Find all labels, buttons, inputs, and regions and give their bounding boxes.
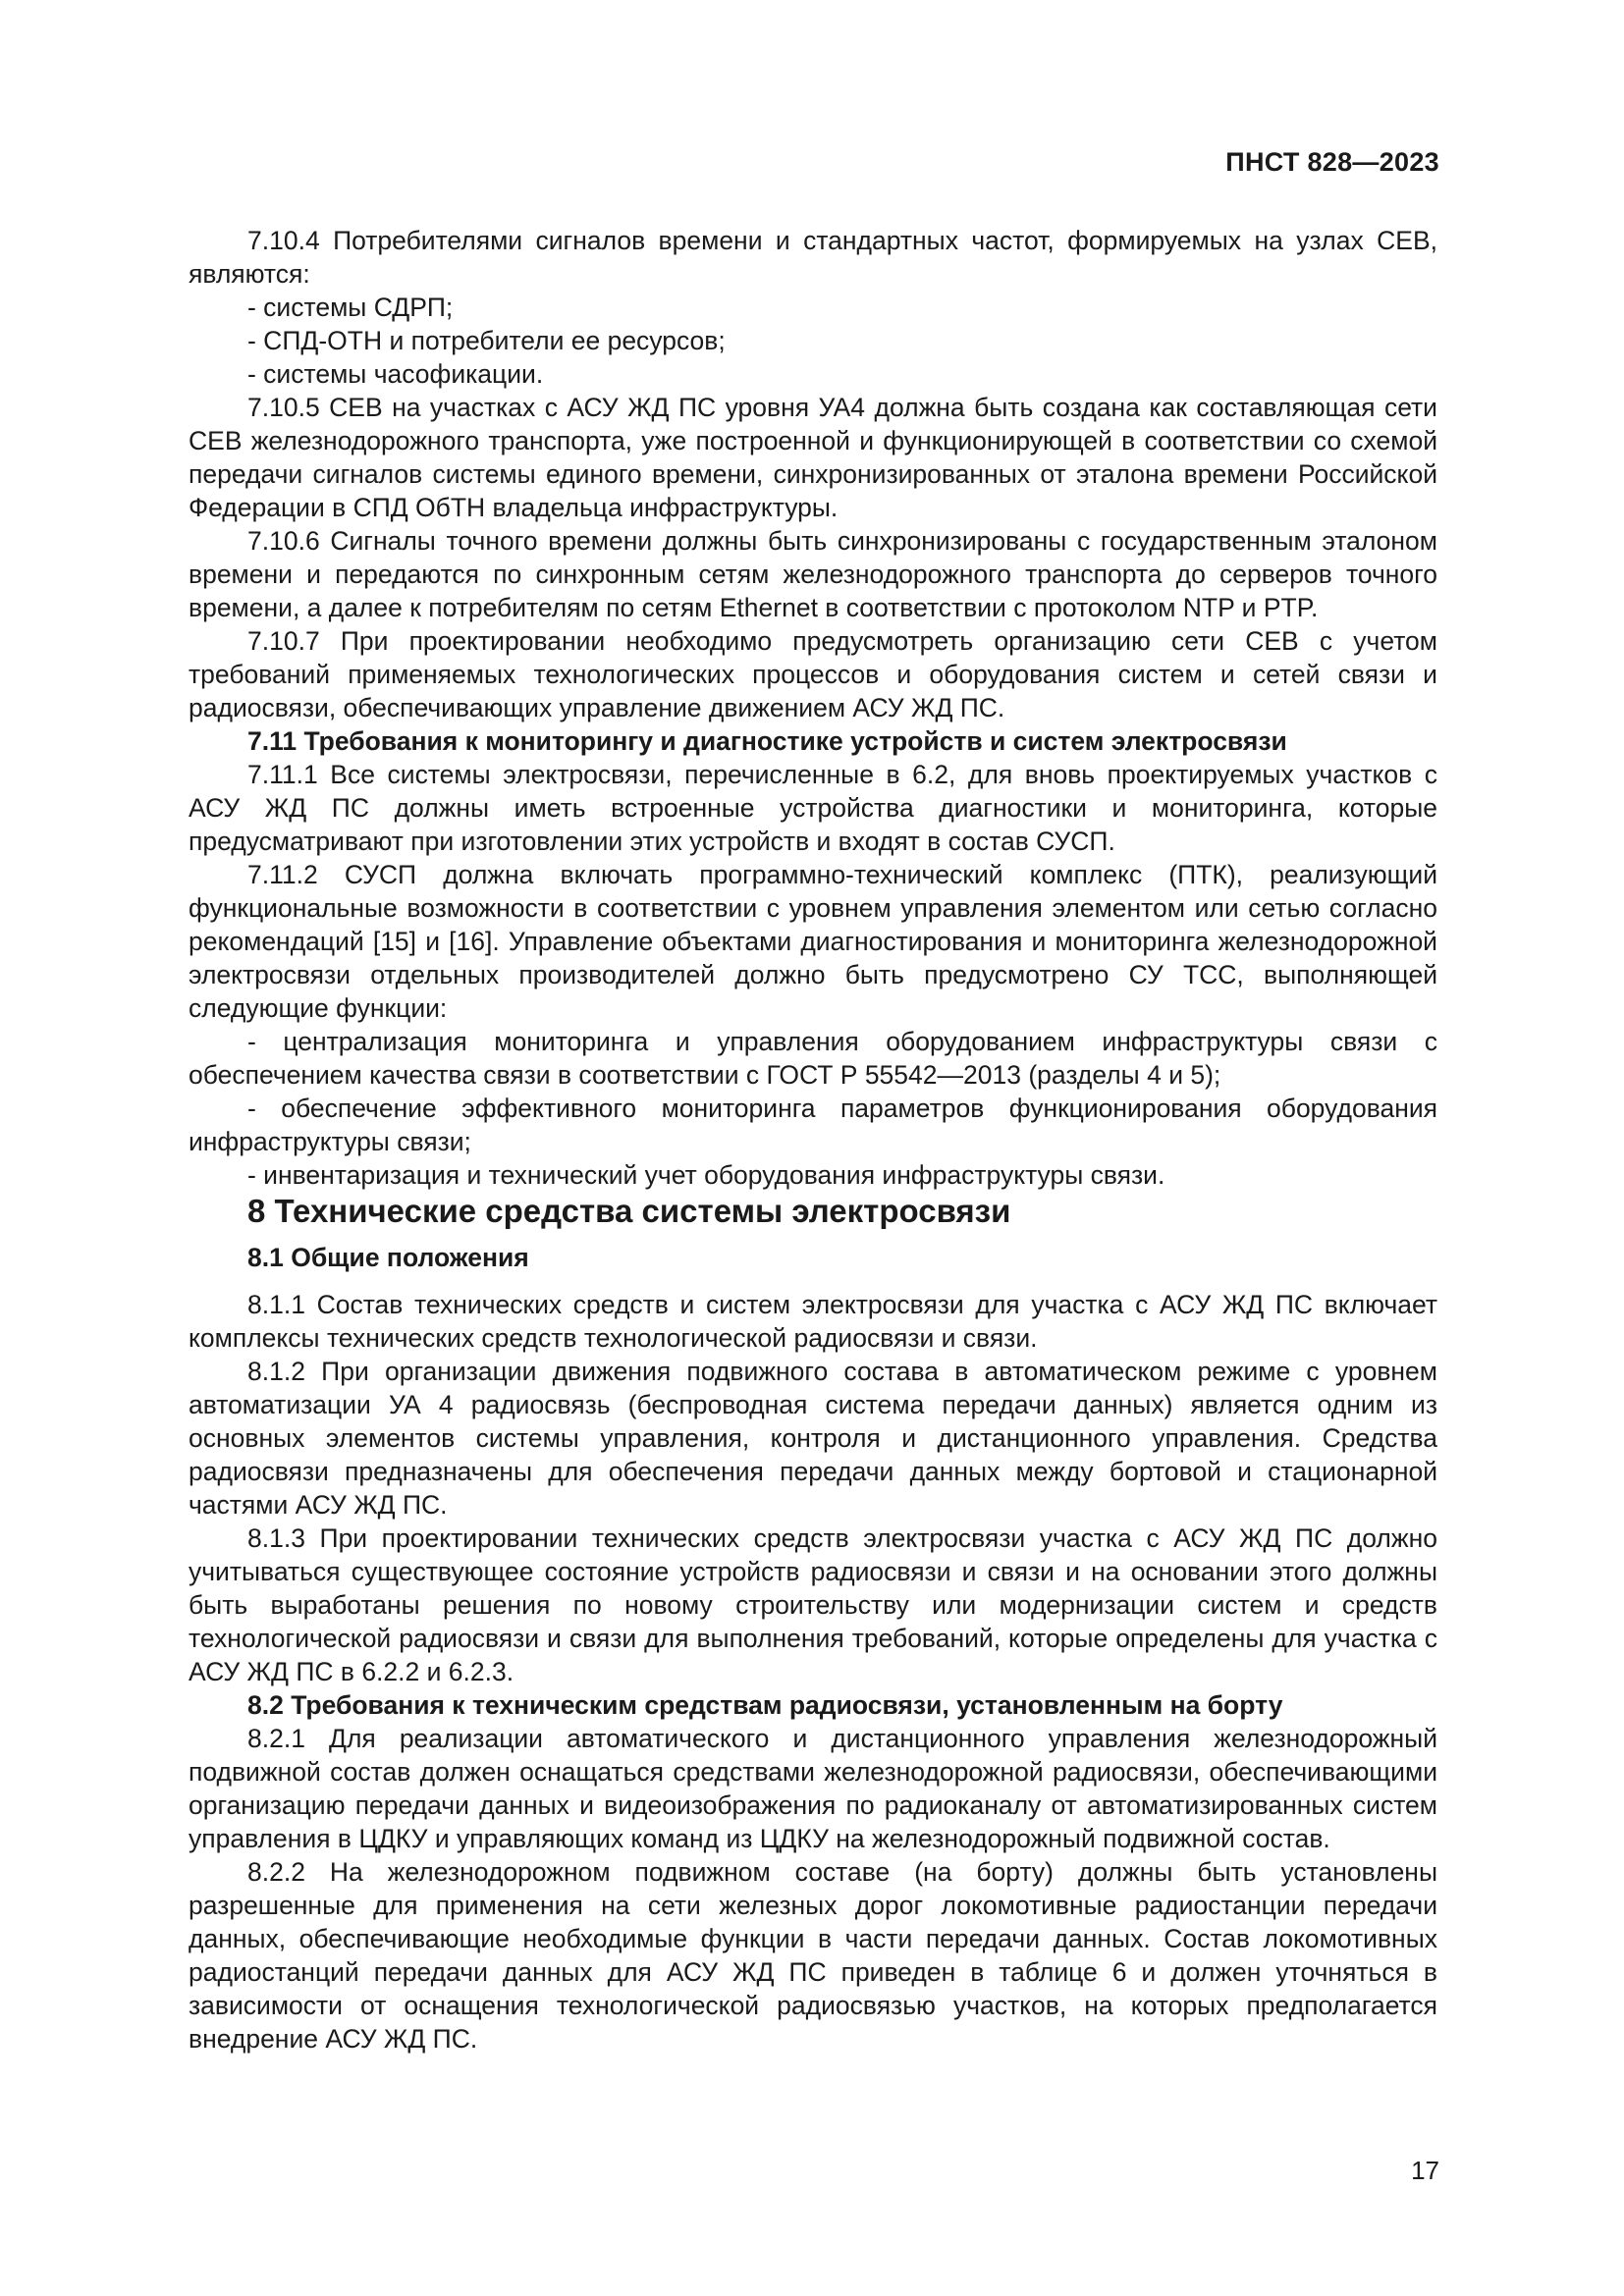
paragraph-8-2-1: 8.2.1 Для реализации автоматического и дистанционного управления железнодорожный подвижной состав должен оснащаться средствами железнодорожной радиосвязи, обеспечивающими организацию передачи данных и видеоизображения по радиоканалу от автоматизированных систем управления в ЦДКУ и управляющих команд из ЦДКУ на железнодорожный подвижной состав. xyxy=(189,1724,1437,1853)
list-item: - обеспечение эффективного мониторинга параметров функционирования оборудования инфраструктуры связи; xyxy=(189,1094,1437,1156)
list-item: - системы часофикации. xyxy=(247,359,544,389)
paragraph-7-10-4: 7.10.4 Потребителями сигналов времени и стандартных частот, формируемых на узлах СЕВ, являются: xyxy=(189,226,1437,289)
paragraph-8-1-3: 8.1.3 При проектировании технических средств электросвязи участка с АСУ ЖД ПС должно учитываться существующее состояние устройств радиосвязи и связи и на основании этого должны быть выработаны решения по новому строительству или модернизации систем и средств технологической радиосвязи и связи для выполнения требований, которые определены для участка с АСУ ЖД ПС в 6.2.2 и 6.2.3. xyxy=(189,1523,1437,1686)
paragraph-7-10-6: 7.10.6 Сигналы точного времени должны быть синхронизированы с государственным эталоном времени и передаются по синхронным сетям железнодорожного транспорта до серверов точного времени, а далее к потребителям по сетям Ethernet в соответствии с протоколом NTP и PTP. xyxy=(189,526,1437,622)
list-item: - СПД-ОТН и потребители ее ресурсов; xyxy=(247,326,726,355)
paragraph-7-10-5: 7.10.5 СЕВ на участках с АСУ ЖД ПС уровня УА4 должна быть создана как составляющая сети СЕВ железнодорожного транспорта, уже построенной и функционирующей в соответствии со схемой передачи сигналов системы единого времени, синхронизированных от эталона времени Российской Федерации в СПД ОбТН владельца инфраструктуры. xyxy=(189,393,1437,522)
document-code: ПНСТ 828—2023 xyxy=(1225,147,1439,177)
list-item: - централизация мониторинга и управления оборудованием инфраструктуры связи с обеспечением качества связи в соответствии с ГОСТ Р 55542—2013 (разделы 4 и 5); xyxy=(189,1027,1437,1090)
heading-8-2: 8.2 Требования к техническим средствам радиосвязи, установленным на борту xyxy=(247,1690,1283,1720)
paragraph-7-11-1: 7.11.1 Все системы электросвязи, перечисленные в 6.2, для вновь проектируемых участков с АСУ ЖД ПС должны иметь встроенные устройства диагностики и мониторинга, которые предусматривают при изготовлении этих устройств и входят в состав СУСП. xyxy=(189,760,1437,856)
heading-8-1: 8.1 Общие положения xyxy=(247,1243,529,1272)
heading-section-8: 8 Технические средства системы электросвязи xyxy=(247,1193,1011,1229)
page-number: 17 xyxy=(1411,2156,1439,2185)
paragraph-8-1-1: 8.1.1 Состав технических средств и систем электросвязи для участка с АСУ ЖД ПС включает комплексы технических средств технологической радиосвязи и связи. xyxy=(189,1290,1437,1353)
paragraph-8-1-2: 8.1.2 При организации движения подвижного состава в автоматическом режиме с уровнем автоматизации УА 4 радиосвязь (беспроводная система передачи данных) является одним из основных элементов системы управления, контроля и дистанционного управления. Средства радиосвязи предназначены для обеспечения передачи данных между бортовой и стационарной частями АСУ ЖД ПС. xyxy=(189,1357,1437,1520)
list-item: - инвентаризация и технический учет оборудования инфраструктуры связи. xyxy=(247,1160,1165,1190)
paragraph-8-2-2: 8.2.2 На железнодорожном подвижном составе (на борту) должны быть установлены разрешенные для применения на сети железных дорог локомотивные радиостанции передачи данных, обеспечивающие необходимые функции в части передачи данных. Состав локомотивных радиостанций передачи данных для АСУ ЖД ПС приведен в таблице 6 и должен уточняться в зависимости от оснащения технологической радиосвязью участков, на которых предполагается внедрение АСУ ЖД ПС. xyxy=(189,1857,1437,2054)
paragraph-7-11-2: 7.11.2 СУСП должна включать программно-технический комплекс (ПТК), реализующий функциональные возможности в соответствии с уровнем управления элементом или сетью согласно рекомендаций [15] и [16]. Управление объектами диагностирования и мониторинга железнодорожной электросвязи отдельных производителей должно быть предусмотрено СУ ТСС, выполняющей следующие функции: xyxy=(189,860,1437,1023)
list-item: - системы СДРП; xyxy=(247,293,454,322)
paragraph-7-10-7: 7.10.7 При проектировании необходимо предусмотреть организацию сети СЕВ с учетом требований применяемых технологических процессов и оборудования систем и сетей связи и радиосвязи, обеспечивающих управление движением АСУ ЖД ПС. xyxy=(189,626,1437,722)
heading-7-11: 7.11 Требования к мониторингу и диагностике устройств и систем электросвязи xyxy=(247,726,1287,756)
page-content xyxy=(189,224,1437,2056)
